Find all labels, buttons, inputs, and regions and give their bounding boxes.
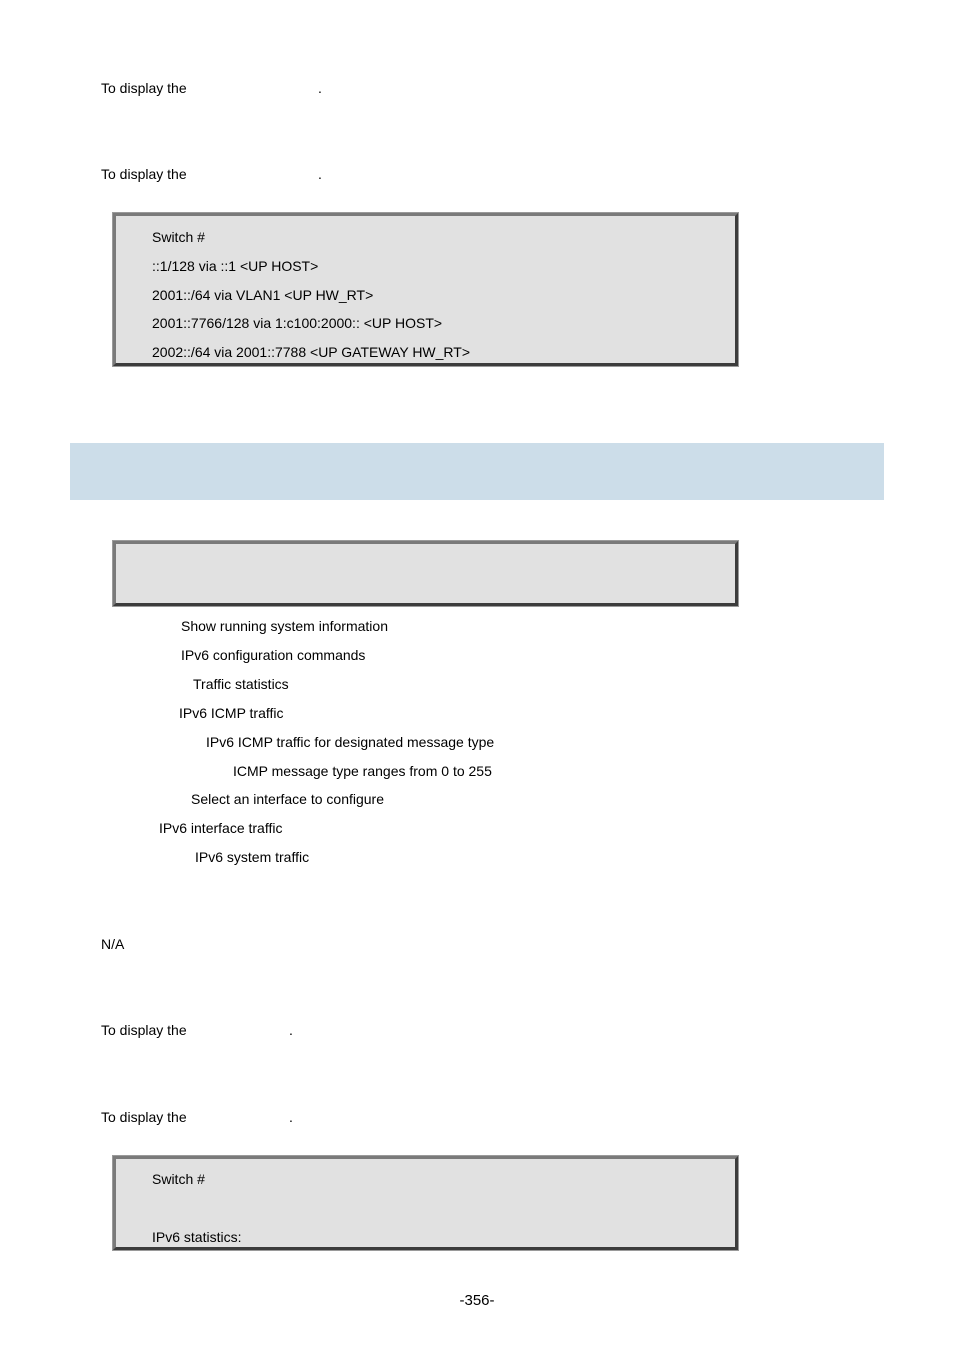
example-2-prefix: To display the <box>101 1109 187 1125</box>
example-1-prefix: To display the <box>101 166 187 182</box>
parameter-description: ICMP message type ranges from 0 to 255 <box>233 763 492 779</box>
console-line: 2002::/64 via 2001::7788 <UP GATEWAY HW_RT> <box>152 344 471 360</box>
parameter-description: IPv6 ICMP traffic <box>179 705 284 721</box>
parameter-description: Traffic statistics <box>193 676 289 692</box>
console-line: Switch # <box>152 229 205 245</box>
console-line: 2001::/64 via VLAN1 <UP HW_RT> <box>152 287 374 303</box>
description-1-prefix: To display the <box>101 80 187 96</box>
console-line: ::1/128 via ::1 <UP HOST> <box>152 258 319 274</box>
description-2-suffix: . <box>289 1022 293 1038</box>
default-value: N/A <box>101 936 125 952</box>
page-number: -356- <box>459 1292 495 1309</box>
parameter-description: Select an interface to configure <box>191 791 385 807</box>
console-line: 2001::7766/128 via 1:c100:2000:: <UP HOST> <box>152 315 443 331</box>
section-heading-band <box>70 443 884 500</box>
parameter-description: IPv6 interface traffic <box>159 820 283 836</box>
command-syntax-box <box>113 541 738 606</box>
console-line: Switch # <box>152 1171 205 1187</box>
example-1-suffix: . <box>318 166 322 182</box>
description-1-suffix: . <box>318 80 322 96</box>
parameter-description: Show running system information <box>181 618 388 634</box>
description-2-prefix: To display the <box>101 1022 187 1038</box>
example-2-suffix: . <box>289 1109 293 1125</box>
console-line: IPv6 statistics: <box>152 1229 242 1245</box>
parameter-description: IPv6 ICMP traffic for designated message type <box>206 734 495 750</box>
parameter-description: IPv6 system traffic <box>195 849 310 865</box>
parameter-description: IPv6 configuration commands <box>181 647 366 663</box>
